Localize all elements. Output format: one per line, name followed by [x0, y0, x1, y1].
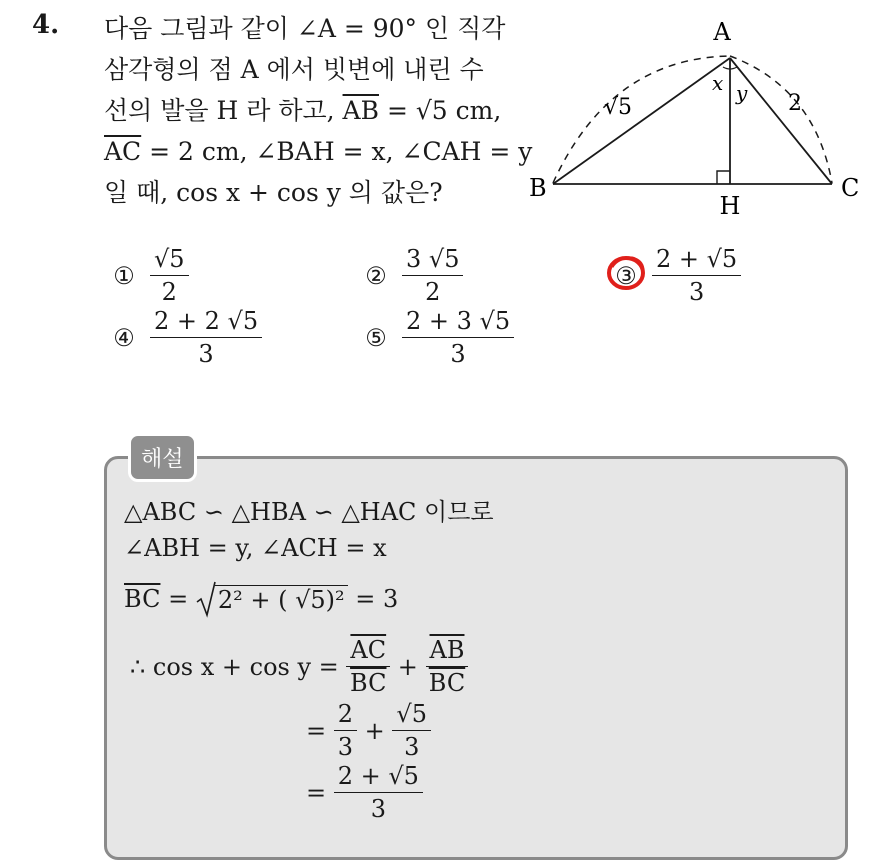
choice-4-numerator: 2 + 2 √5 — [150, 307, 262, 338]
choice-5-numerator: 2 + 3 √5 — [402, 307, 514, 338]
fraction-2-3-den: 3 — [337, 733, 354, 761]
fraction-ab-bc — [426, 636, 469, 697]
side-ac — [730, 58, 832, 184]
right-angle-mark — [717, 171, 730, 184]
question-line-3-text: 선의 발을 H 라 하고, — [104, 96, 335, 125]
label-x: x — [712, 71, 724, 95]
question-line-5: 일 때, cos x + cos y 의 값은? — [104, 178, 443, 207]
label-h: H — [719, 192, 741, 220]
fraction-sqrt5-3-den: 3 — [404, 733, 420, 761]
segment-bc-2: BC — [350, 669, 387, 697]
question-number: 4. — [32, 10, 60, 40]
answer-circle-mark — [604, 253, 652, 293]
choice-5[interactable] — [362, 307, 514, 368]
fraction-2-3 — [334, 700, 357, 761]
choice-3-denominator: 3 — [688, 278, 705, 306]
choice-1[interactable] — [110, 245, 189, 306]
question-line-2: 삼각형의 점 A 에서 빗변에 내린 수 — [104, 55, 484, 84]
fraction-sqrt5-3-num: √5 — [392, 700, 431, 731]
question-line-4-text: = 2 cm, ∠BAH = x, ∠CAH = y — [149, 137, 533, 166]
fraction-final-den: 3 — [370, 795, 386, 823]
label-y: y — [736, 81, 748, 105]
solution-line-6 — [306, 762, 423, 823]
radicand: 2² + ( √5)² — [215, 585, 348, 614]
plus-sign: + — [397, 652, 418, 681]
solution-line-4 — [130, 636, 468, 697]
choice-3-numerator: 2 + √5 — [652, 245, 741, 276]
choice-4-fraction — [150, 307, 262, 368]
choice-4[interactable] — [110, 307, 262, 368]
solution-line-2: ∠ABH = y, ∠ACH = x — [124, 534, 387, 562]
segment-ab-value: = √5 cm, — [386, 96, 502, 125]
choice-2-denominator: 2 — [425, 278, 441, 306]
choice-2-numerator: 3 √5 — [402, 245, 463, 276]
side-ab — [553, 58, 730, 184]
segment-bc: $\overline{BC}$ — [124, 585, 161, 613]
plus-sign-2: + — [364, 716, 385, 745]
solution-eq-sign: = — [168, 585, 189, 613]
choice-2-number: ② — [365, 261, 387, 290]
choice-4-number: ④ — [113, 323, 135, 352]
segment-ac-2: $\overline{AC}$ — [350, 636, 387, 664]
equals-sign-1: = — [306, 716, 327, 745]
fraction-ac-bc-den — [350, 667, 386, 697]
fraction-ac-bc — [346, 636, 390, 697]
segment-ac: $\overline{AC}$ — [104, 137, 142, 166]
segment-ab-2: $\overline{AB}$ — [429, 636, 465, 664]
fraction-ac-bc-num — [346, 636, 390, 667]
triangle-figure — [520, 18, 870, 223]
question-line-4 — [104, 131, 533, 172]
choice-2[interactable] — [362, 245, 463, 306]
question-line-1: 다음 그림과 같이 ∠A = 90° 인 직각 — [104, 14, 506, 43]
choice-5-denominator: 3 — [450, 340, 466, 368]
choice-3-fraction — [652, 245, 741, 306]
label-side-ac: 2 — [788, 91, 802, 116]
question-line-3 — [104, 90, 514, 131]
choice-1-numerator: √5 — [150, 245, 189, 276]
therefore-expression: ∴ cos x + cos y = — [130, 652, 339, 681]
solution-line-3 — [124, 580, 398, 618]
choice-1-fraction — [150, 245, 189, 306]
fraction-ab-bc-num — [426, 636, 469, 667]
label-c: C — [841, 174, 860, 202]
choice-2-fraction — [402, 245, 463, 306]
bc-result: = 3 — [355, 585, 399, 613]
segment-ab: $\overline{AB}$ — [342, 96, 379, 125]
solution-tag: 해설 — [128, 433, 197, 482]
choice-1-number: ① — [113, 261, 135, 290]
segment-bc-3: BC — [428, 669, 466, 697]
label-a: A — [713, 18, 731, 46]
fraction-sqrt5-3 — [392, 700, 431, 761]
arc-ab — [553, 56, 730, 183]
solution-line-5 — [306, 700, 431, 761]
fraction-2-3-num: 2 — [334, 700, 357, 731]
fraction-final-num: 2 + √5 — [334, 762, 423, 793]
equals-sign-2: = — [306, 778, 327, 807]
label-side-ab: √5 — [604, 95, 633, 120]
fraction-final — [334, 762, 423, 823]
label-b: B — [529, 174, 547, 202]
choice-4-denominator: 3 — [198, 340, 214, 368]
question-text — [104, 8, 533, 213]
choice-5-fraction — [402, 307, 514, 368]
choice-5-number: ⑤ — [365, 323, 387, 352]
solution-line-1: △ABC ∽ △HBA ∽ △HAC 이므로 — [124, 498, 494, 526]
choice-3-number: ③ — [615, 261, 637, 290]
choice-1-denominator: 2 — [161, 278, 177, 306]
fraction-ab-bc-den — [429, 667, 465, 697]
sqrt-sign-icon — [196, 580, 216, 618]
